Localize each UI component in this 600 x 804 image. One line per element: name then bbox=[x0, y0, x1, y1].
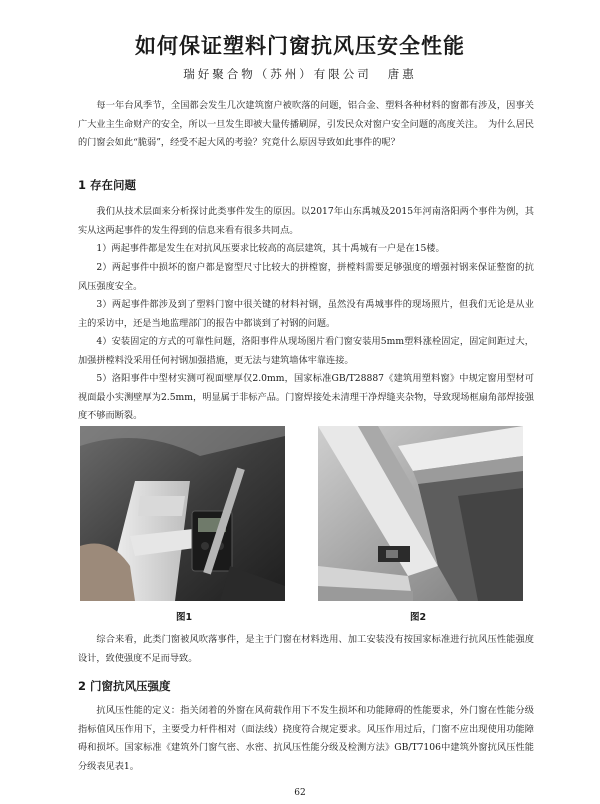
figure-1-photo bbox=[80, 426, 285, 601]
section-1-paragraph: 我们从技术层面来分析探讨此类事件发生的原因。以2017年山东禹城及2015年河南洛阳两个事件为例，其实从这两起事件的发生得到的信息来看有很多共同点。 bbox=[78, 206, 534, 236]
author-name: 唐惠 bbox=[387, 67, 417, 81]
author-line bbox=[0, 66, 600, 82]
section-1-item: 2）两起事件中损坏的窗户都是窗型尺寸比较大的拼樘窗，拼樘料需要足够强度的增强衬钢来保证整窗的抗风压强度安全。 bbox=[78, 262, 534, 292]
company-name: 瑞好聚合物（苏州）有限公司 bbox=[183, 67, 372, 81]
summary-paragraph: 综合来看，此类门窗被风吹落事件，是主于门窗在材料选用、加工安装没有按国家标准进行抗风压性能强度设计，致使强度不足而导致。 bbox=[78, 634, 534, 664]
figure-2-caption: 图2 bbox=[410, 612, 427, 623]
figure-2-photo bbox=[318, 426, 523, 601]
section-2-paragraph: 抗风压性能的定义：指关闭着的外窗在风荷载作用下不发生损坏和功能障碍的性能要求，外门窗在性能分级指标值风压作用下，主要受力杆件相对（面法线）挠度符合规定要求。风压作用过后，门窗不应出现使用功能障碍和损坏。国家标准《建筑外门窗气密、水密、抗风压性能分级及检测方法》GB/T7106中建筑外窗抗风压性能分级表见表1。 bbox=[78, 705, 534, 772]
page-number: 62 bbox=[294, 788, 306, 798]
section-1-heading: 1 存在问题 bbox=[78, 178, 137, 192]
figure-1-caption: 图1 bbox=[176, 612, 193, 623]
section-1-item: 5）洛阳事件中型材实测可视面壁厚仅2.0mm，国家标准GB/T28887《建筑用塑料窗》中规定窗用型材可视面最小实测壁厚为2.5mm，明显属于非标产品。门窗焊接处未清理干净焊缝夹杂物，导致现场框扇角部焊接强度不够而断裂。 bbox=[78, 373, 534, 421]
section-1-item: 3）两起事件都涉及到了塑料门窗中很关键的材料衬钢，虽然没有禹城事件的现场照片，但我们无论是从业主的采访中，还是当地监理部门的报告中都谈到了衬钢的问题。 bbox=[78, 299, 534, 329]
section-1-item: 1）两起事件都是发生在对抗风压要求比较高的高层建筑，其十禹城有一户是在15楼。 bbox=[96, 243, 445, 254]
article-title: 如何保证塑料门窗抗风压安全性能 bbox=[135, 34, 465, 58]
intro-paragraph: 每一年台风季节，全国都会发生几次建筑窗户被吹落的问题，铝合金、塑料各种材料的窗都有涉及，因事关广大业主生命财产的安全，所以一旦发生即被大量传播刷屏，引发民众对窗户安全问题的高度关注。 为什么居民的门窗会如此“脆弱”，经受不起大风的考验？究竟什么原因导致如此事件的呢？ bbox=[78, 100, 534, 148]
section-2-heading: 2 门窗抗风压强度 bbox=[78, 679, 171, 693]
section-1-item: 4）安装固定的方式的可靠性问题，洛阳事件从现场图片看门窗安装用5mm塑料涨栓固定，固定间距过大，加强拼樘料没采用任何衬钢加强措施，更无法与建筑墙体牢靠连接。 bbox=[78, 336, 534, 366]
